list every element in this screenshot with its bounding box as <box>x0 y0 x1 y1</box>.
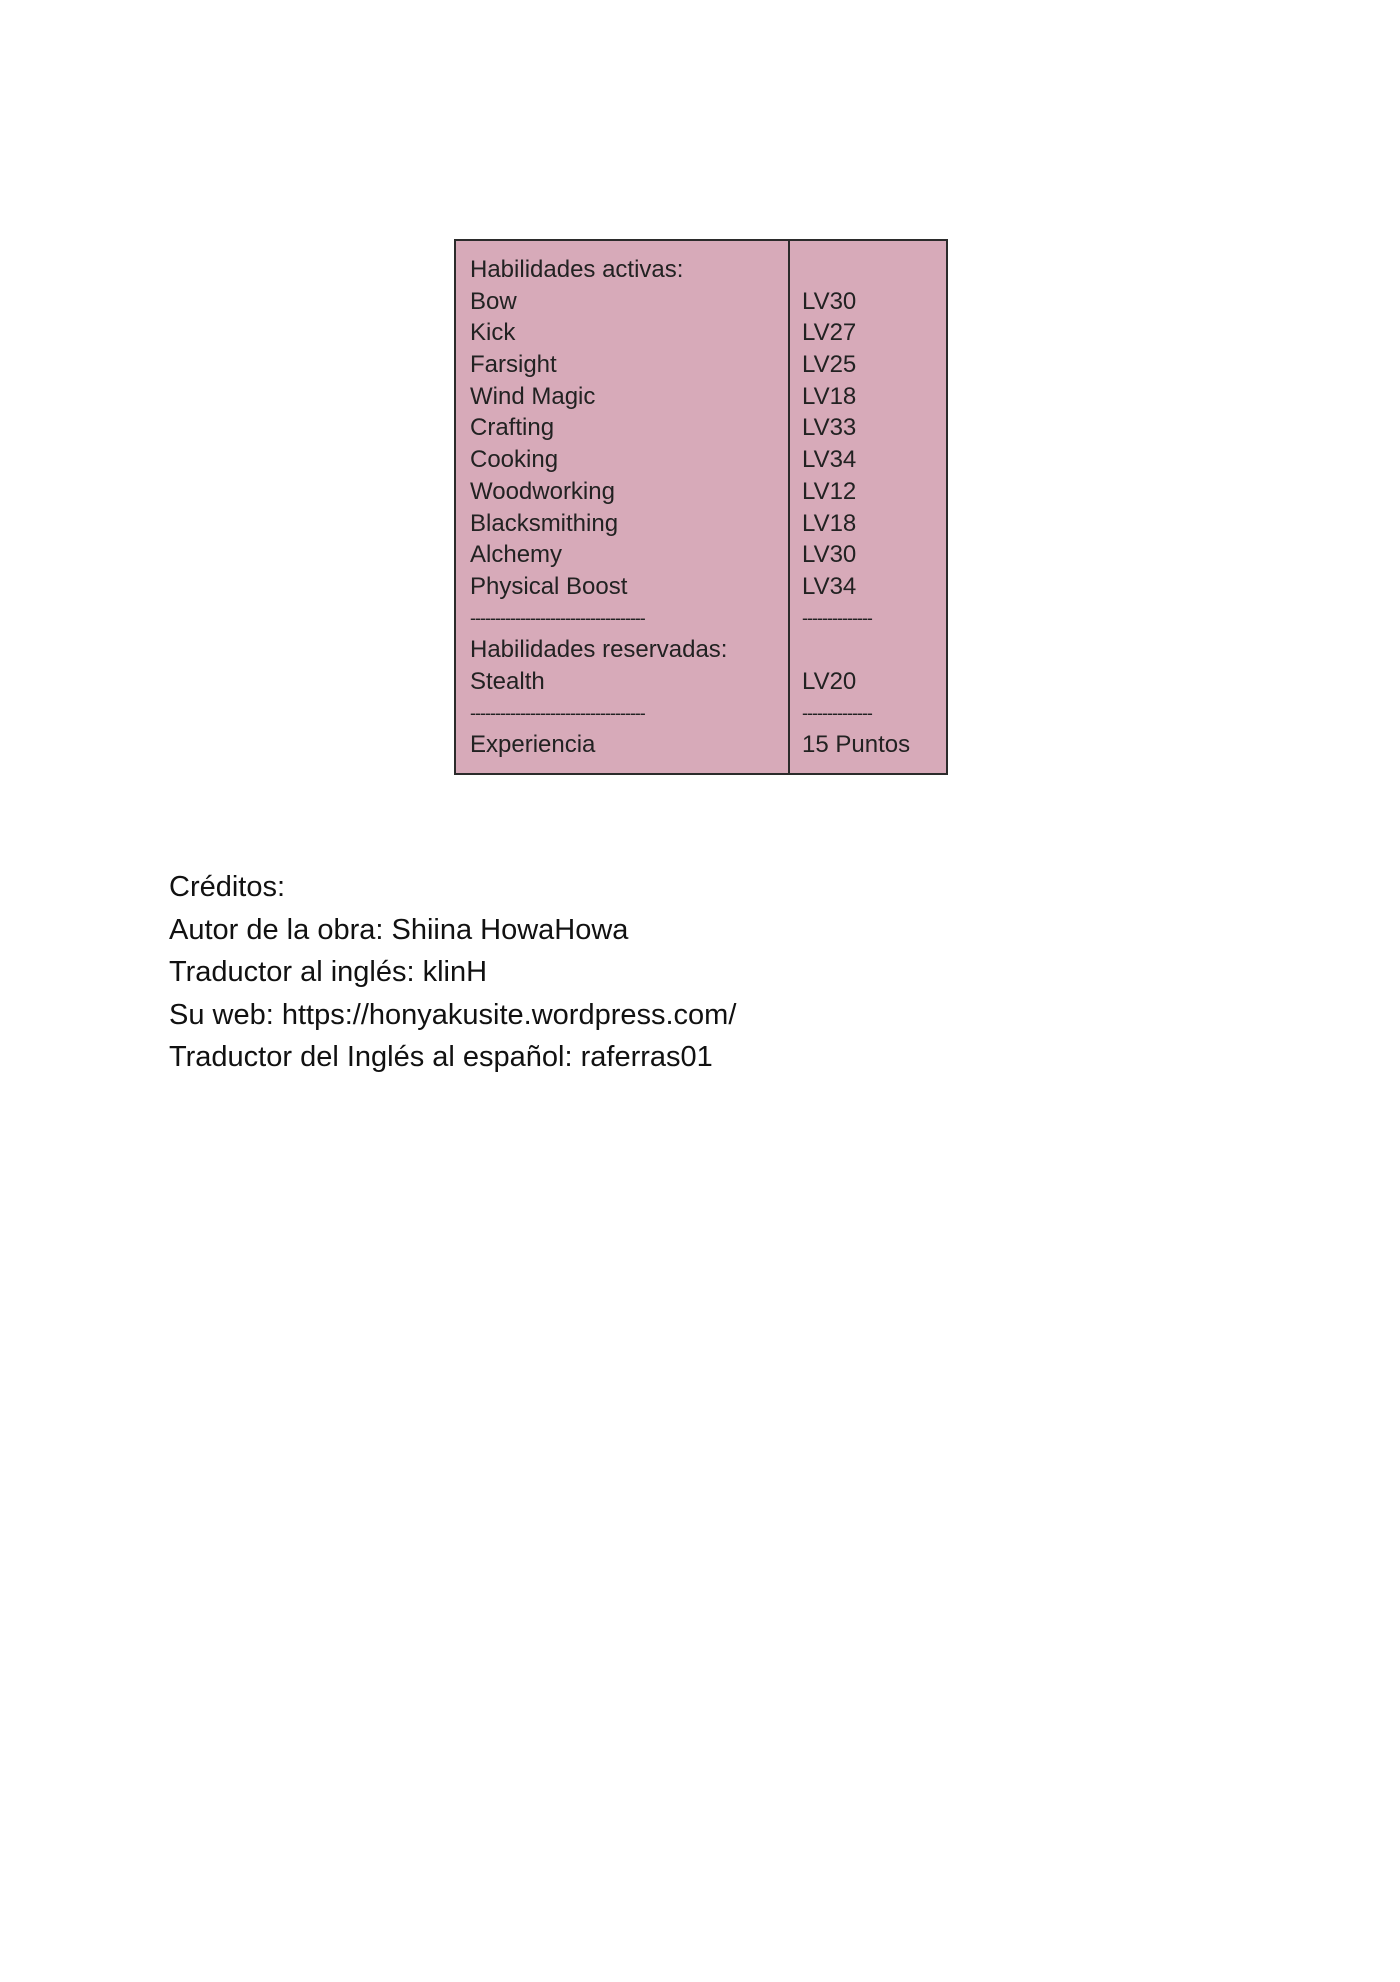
skill-level: LV30 <box>802 541 857 569</box>
credits-heading: Créditos: <box>169 871 286 903</box>
skill-name: Blacksmithing <box>470 509 619 537</box>
skill-level: LV25 <box>802 351 857 379</box>
level-empty <box>802 254 946 286</box>
credits-block <box>169 866 1269 1079</box>
skill-name: Kick <box>470 319 516 347</box>
skill-name: Woodworking <box>470 477 615 505</box>
section-heading-reserved: Habilidades reservadas: <box>470 636 728 664</box>
skill-status-box <box>454 239 948 775</box>
separator-line: ----------------------------------- <box>470 607 645 628</box>
skill-name: Alchemy <box>470 541 563 569</box>
skill-name: Farsight <box>470 351 557 379</box>
skill-level: LV27 <box>802 319 857 347</box>
skill-level: LV20 <box>802 667 857 695</box>
skill-level: LV30 <box>802 287 857 315</box>
skill-level: LV18 <box>802 382 857 410</box>
skill-level-column <box>790 241 946 773</box>
skill-level: LV34 <box>802 572 857 600</box>
skill-level: LV18 <box>802 509 857 537</box>
skill-name: Cooking <box>470 446 559 474</box>
experience-value: 15 Puntos <box>802 731 911 759</box>
experience-label: Experiencia <box>470 731 596 759</box>
skill-level: LV34 <box>802 446 857 474</box>
section-heading-active: Habilidades activas: <box>470 256 684 283</box>
credit-website: Su web: https://honyakusite.wordpress.com/ <box>169 998 737 1031</box>
separator-line: ----------------------------------- <box>470 702 645 723</box>
level-empty <box>802 634 946 666</box>
skill-level: LV12 <box>802 477 857 505</box>
credit-author: Autor de la obra: Shiina HowaHowa <box>169 913 629 946</box>
separator-line: -------------- <box>802 702 872 723</box>
skill-name: Crafting <box>470 414 555 442</box>
skill-level: LV33 <box>802 414 857 442</box>
credit-spanish-translator: Traductor del Inglés al español: raferras01 <box>169 1041 713 1073</box>
skill-name: Stealth <box>470 667 545 695</box>
credit-english-translator: Traductor al inglés: klinH <box>169 956 488 988</box>
skill-name: Wind Magic <box>470 382 596 410</box>
skill-name: Physical Boost <box>470 572 628 600</box>
skill-name-column <box>456 241 790 773</box>
separator-line: -------------- <box>802 607 872 628</box>
skill-name: Bow <box>470 287 517 315</box>
